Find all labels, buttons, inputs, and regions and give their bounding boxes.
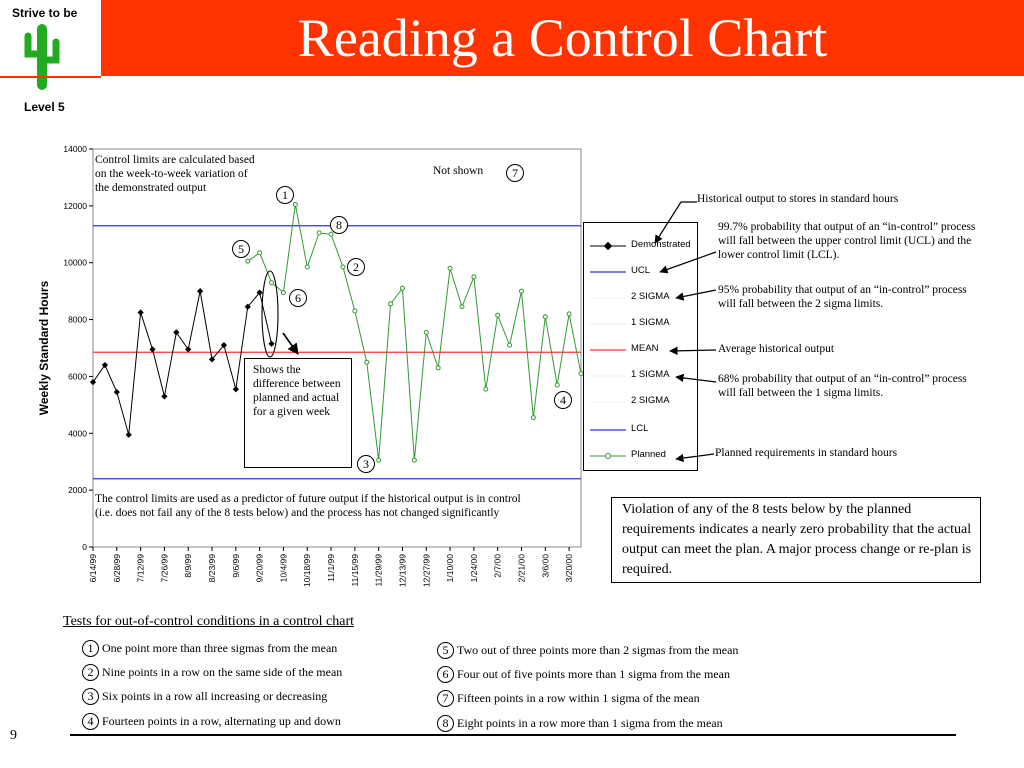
y-tick-label: 10000 (63, 257, 87, 268)
marker-8: 8 (330, 216, 348, 234)
x-tick-label: 6/28/99 (111, 554, 122, 583)
test-text: Eight points in a row more than 1 sigma from the mean (457, 716, 723, 730)
test-number: 8 (437, 715, 454, 732)
x-tick-label: 2/7/00 (492, 554, 503, 578)
arrow-historical (655, 202, 697, 243)
annotation-shows-difference: Shows the difference between planned and actual for a given week (244, 358, 352, 468)
page-number: 9 (10, 728, 17, 743)
y-tick-label: 14000 (63, 144, 87, 154)
annotation-two-sigma: 95% probability that output of an “in-control” process will fall between the 2 sigma limits. (718, 284, 967, 310)
test-number: 3 (82, 688, 99, 705)
x-tick-label: 7/26/99 (159, 554, 170, 583)
legend-planned: Planned (584, 446, 697, 466)
arrow-ucl (660, 252, 716, 272)
test-number: 2 (82, 664, 99, 681)
y-tick-label: 8000 (68, 314, 87, 325)
annotation-planned-req: Planned requirements in standard hours (715, 447, 898, 459)
y-tick-label: 4000 (68, 428, 87, 439)
x-tick-label: 11/1/99 (326, 554, 337, 582)
test-text: Two out of three points more than 2 sigmas from the mean (457, 643, 739, 657)
legend-2-sigma-lower: 2 SIGMA (631, 395, 670, 406)
arrow-two-sigma (676, 290, 716, 298)
legend-lcl: LCL (631, 423, 649, 434)
x-tick-label: 6/14/99 (88, 554, 98, 583)
legend-1-sigma-upper: 1 SIGMA (631, 317, 670, 328)
legend-mean: MEAN (631, 343, 659, 354)
marker-1: 1 (276, 186, 294, 204)
arrow-mean (670, 350, 716, 351)
marker-4: 4 (554, 391, 572, 409)
test-text: Six points in a row all increasing or decreasing (102, 689, 328, 703)
x-tick-label: 2/21/00 (516, 554, 527, 583)
logo-bottom-text: Level 5 (24, 100, 65, 114)
x-tick-label: 1/24/00 (468, 554, 479, 583)
marker-6: 6 (289, 289, 307, 307)
legend-2-sigma-upper: 2 SIGMA (631, 291, 670, 302)
x-tick-label: 10/4/99 (278, 554, 289, 583)
annotation-historical-output: Historical output to stores in standard hours (697, 193, 899, 205)
annotation-ucl-lcl: 99.7% probability that output of an “in-control” process will fall between the upper control limit (UCL) and the lower control limit (LCL). (718, 221, 976, 261)
marker-7: 7 (506, 164, 524, 182)
bottom-rule (70, 734, 956, 736)
arrow-shows-difference (283, 333, 298, 354)
slide-title: Reading a Control Chart (297, 8, 828, 68)
x-tick-label: 3/6/00 (540, 554, 551, 578)
test-number: 4 (82, 713, 99, 730)
annotation-one-sigma: 68% probability that output of an “in-control” process will fall between the 1 sigma limits. (718, 373, 967, 399)
legend-demonstrated: Demonstrated (584, 236, 697, 256)
highlight-ellipse (262, 271, 278, 357)
legend-1-sigma-lower: 1 SIGMA (631, 369, 670, 380)
arrow-one-sigma (676, 377, 716, 382)
test-number: 6 (437, 666, 454, 683)
y-tick-label: 2000 (68, 485, 87, 496)
x-tick-label: 9/6/99 (230, 554, 241, 578)
marker-5: 5 (232, 240, 250, 258)
y-tick-label: 6000 (68, 371, 87, 382)
x-tick-label: 3/20/00 (564, 554, 575, 583)
x-tick-label: 11/15/99 (349, 554, 360, 587)
x-tick-label: 9/20/99 (254, 554, 265, 583)
arrow-planned (676, 454, 714, 459)
marker-3: 3 (357, 455, 375, 473)
test-text: Four out of five points more than 1 sigma from the mean (457, 667, 730, 681)
test-number: 5 (437, 642, 454, 659)
marker-2: 2 (347, 258, 365, 276)
test-number: 7 (437, 690, 454, 707)
annotation-control-limits-predictor: The control limits are used as a predictor of future output if the historical output is in control (i.e. does not fail any of the 8 tests below) and the process has not changed significantly (95, 493, 521, 519)
test-text: Fifteen points in a row within 1 sigma of the mean (457, 691, 700, 705)
y-axis-label: Weekly Standard Hours (37, 280, 51, 416)
tests-title: Tests for out-of-control conditions in a control chart (63, 614, 354, 629)
x-tick-label: 10/18/99 (302, 554, 313, 588)
annotation-control-limits-calc: Control limits are calculated based on the week-to-week variation of the demonstrated output (95, 154, 255, 194)
test-text: Nine points in a row on the same side of the mean (102, 665, 343, 679)
x-tick-label: 7/12/99 (135, 554, 146, 583)
x-tick-label: 11/29/99 (373, 554, 384, 587)
x-tick-label: 12/13/99 (397, 554, 408, 588)
x-tick-label: 12/27/99 (421, 554, 432, 588)
logo-top-text: Strive to be (12, 6, 78, 20)
test-text: Fourteen points in a row, alternating up and down (102, 714, 341, 728)
x-tick-label: 8/23/99 (207, 554, 218, 583)
x-tick-label: 1/10/00 (445, 554, 456, 583)
annotation-not-shown: Not shown (433, 165, 484, 177)
test-text: One point more than three sigmas from the mean (102, 641, 338, 655)
test-number: 1 (82, 640, 99, 657)
violation-box: Violation of any of the 8 tests below by the planned requirements indicates a nearly zero probability that the actual output can meet the plan. A major process change or re-plan is required. (611, 497, 981, 583)
x-tick-label: 8/9/99 (183, 554, 194, 578)
y-tick-label: 0 (82, 542, 87, 552)
y-tick-label: 12000 (63, 200, 87, 211)
legend-ucl: UCL (631, 265, 651, 276)
annotation-average: Average historical output (718, 343, 835, 355)
